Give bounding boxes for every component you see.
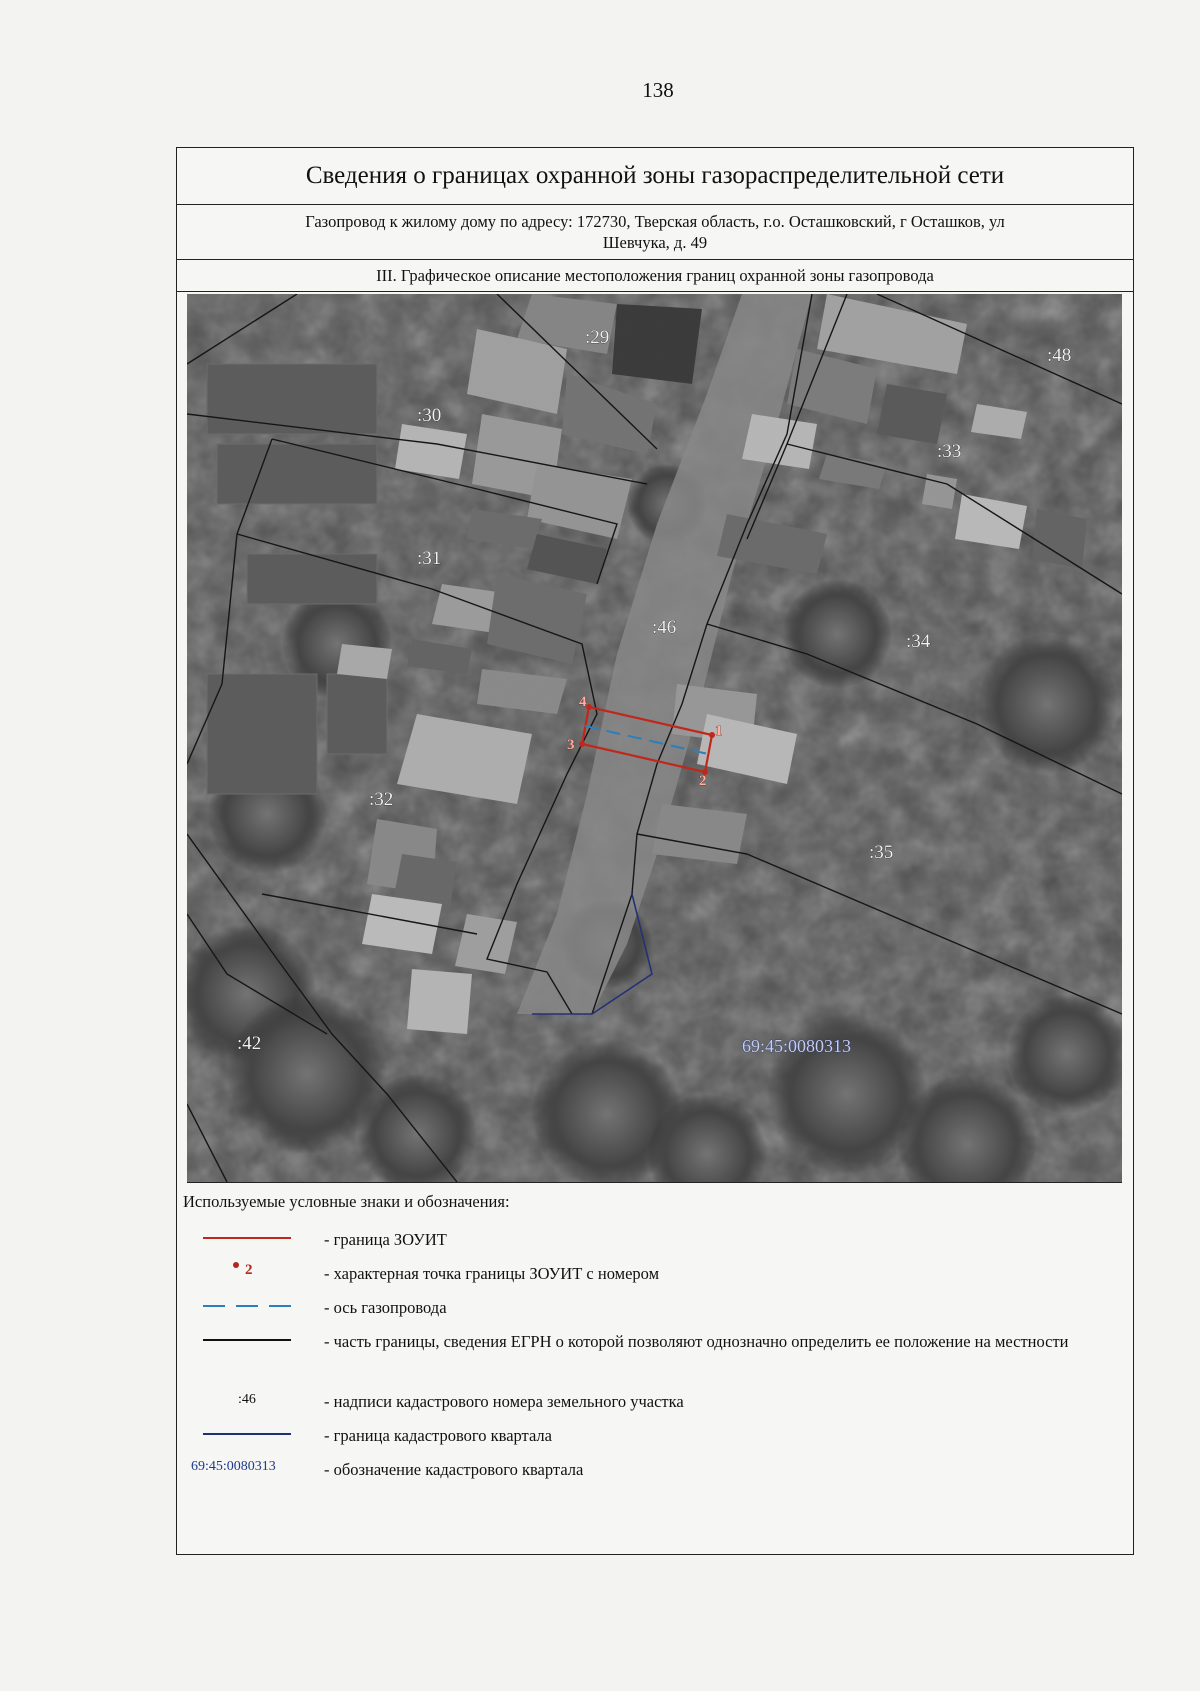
legend-item-parcel-label: :46 - надписи кадастрового номера земельного участка xyxy=(177,1388,1133,1418)
zone-point-3-label: 3 xyxy=(567,737,575,753)
legend-item-quarter-label: 69:45:0080313 - обозначение кадастрового квартала xyxy=(177,1456,1133,1486)
zone-point-3-marker[interactable] xyxy=(579,741,585,747)
legend-item-pipeline-axis: - ось газопровода xyxy=(177,1294,1133,1324)
legend-item-parcel-boundary: - часть границы, сведения ЕГРН о которой позволяют однозначно определить ее положение на местности xyxy=(177,1328,1133,1384)
zone-point-4-marker[interactable] xyxy=(586,704,592,710)
legend-symbol-navy-line xyxy=(197,1422,297,1446)
document-title: Сведения о границах охранной зоны газораспределительной сети xyxy=(177,148,1133,205)
legend-symbol-blue-dash xyxy=(197,1294,297,1318)
legend-item-quarter-boundary: - граница кадастрового квартала xyxy=(177,1422,1133,1452)
aerial-map[interactable] xyxy=(187,294,1122,1183)
cadastral-quarter-label: 69:45:0080313 xyxy=(742,1036,852,1056)
legend-item-zone-boundary: - граница ЗОУИТ xyxy=(177,1226,1133,1256)
parcel-label-29: :29 xyxy=(585,327,610,348)
zone-point-2-label: 2 xyxy=(699,773,707,789)
zone-point-1-label: 1 xyxy=(715,723,723,739)
document-frame xyxy=(176,147,1134,1555)
parcel-label-31: :31 xyxy=(417,548,442,569)
parcel-label-48: :48 xyxy=(1047,345,1072,366)
legend-item-zone-point: 2 - характерная точка границы ЗОУИТ с номером xyxy=(177,1260,1133,1290)
address-block xyxy=(177,205,1133,260)
legend-symbol-point: 2 xyxy=(197,1260,297,1284)
legend-symbol-red-line xyxy=(197,1226,297,1250)
point-dot-icon xyxy=(233,1262,239,1268)
legend-heading: Используемые условные знаки и обозначения: xyxy=(183,1192,510,1211)
parcel-label-33: :33 xyxy=(937,441,962,462)
parcel-label-35: :35 xyxy=(869,842,894,863)
legend-symbol-text: :46 xyxy=(238,1392,256,1407)
address-line-1: Газопровод к жилому дому по адресу: 172730, Тверская область, г.о. Осташковский, г Осташков, ул xyxy=(305,212,1005,231)
legend-symbol-black-line xyxy=(197,1328,297,1352)
map-svg xyxy=(187,294,1122,1182)
parcel-label-46: :46 xyxy=(652,617,677,638)
legend-symbol-quarter-text: 69:45:0080313 xyxy=(191,1459,276,1474)
parcel-label-30: :30 xyxy=(417,405,442,426)
zone-point-4-label: 4 xyxy=(579,694,587,710)
parcel-label-42: :42 xyxy=(237,1033,262,1054)
section-heading: III. Графическое описание местоположения границ охранной зоны газопровода xyxy=(177,260,1133,292)
parcel-label-32: :32 xyxy=(369,789,394,810)
address-line-2: Шевчука, д. 49 xyxy=(602,233,708,252)
page-number: 138 xyxy=(642,78,674,102)
photo-grain xyxy=(187,294,1122,1182)
parcel-label-34: :34 xyxy=(906,631,931,652)
